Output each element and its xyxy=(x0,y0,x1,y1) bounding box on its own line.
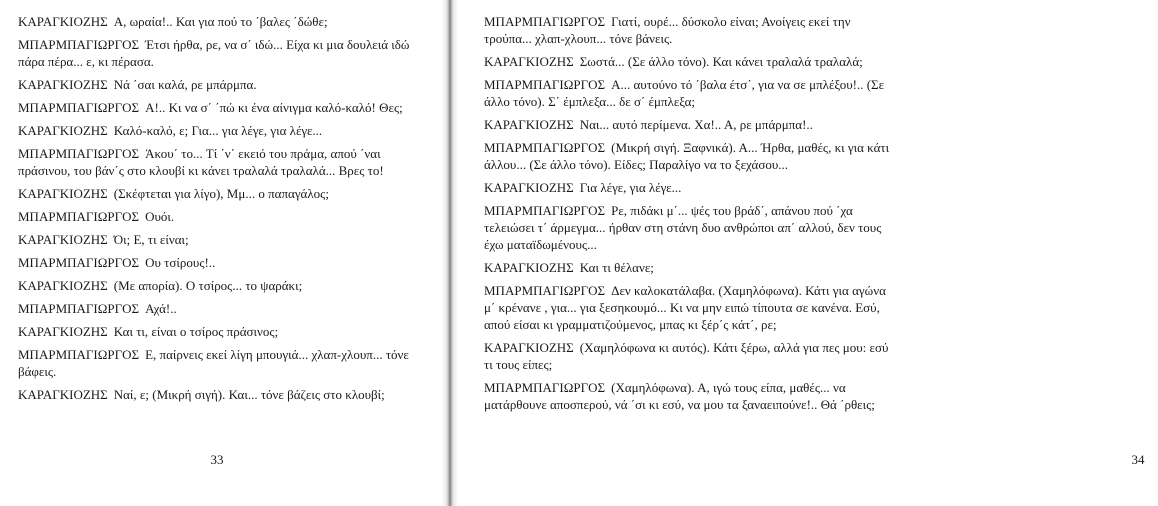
speaker-name: ΚΑΡΑΓΚΙΟΖΗΣ xyxy=(18,387,108,402)
right-page-text xyxy=(484,13,891,413)
dialogue-text: Α... αυτούνο τό ΄βαλα έτσ΄, για να σε μπλέξου!.. (Σε άλλο τόνο). Σ΄ έμπλεξα... δε σ΄ έμπλεξα; xyxy=(484,77,885,109)
dialogue-paragraph xyxy=(484,202,891,253)
speaker-name: ΜΠΑΡΜΠΑΓΙΩΡΓΟΣ xyxy=(484,140,606,155)
dialogue-paragraph xyxy=(484,116,891,133)
dialogue-text: Καλό-καλό, ε; Για... για λέγε, για λέγε... xyxy=(113,123,323,138)
speaker-name: ΚΑΡΑΓΚΙΟΖΗΣ xyxy=(18,324,108,339)
speaker-name: ΜΠΑΡΜΠΑΓΙΩΡΓΟΣ xyxy=(484,77,606,92)
dialogue-text: Και τι, είναι ο τσίρος πράσινος; xyxy=(113,324,279,339)
dialogue-text: Έτσι ήρθα, ρε, να σ΄ ιδώ... Είχα κι μια δουλειά ιδώ πάρα πέρα... ε, κι πέρασα. xyxy=(18,37,410,69)
dialogue-text: Ρε, πιδάκι μ΄... ψές του βράδ΄, απάνου πού ΄χα τελειώσει τ΄ άρμεγμα... ήρθαν στη στάνη δυο ανθρώποι απ΄ αλλού, δεν τους έχω ματαϊδωμένους... xyxy=(484,203,882,252)
dialogue-text: Δεν καλοκατάλαβα. (Χαμηλόφωνα). Κάτι για αγώνα μ΄ κρένανε , για... για ξεσηκουμό... Κι να μην ειπώ τίπουτα σε κανένα. Εσύ, απού είσαι κι γραμματιζούμενος, μπας κι ξέρ΄ς κάτ΄, ρε; xyxy=(484,283,886,332)
speaker-name: ΚΑΡΑΓΚΙΟΖΗΣ xyxy=(484,340,574,355)
speaker-name: ΚΑΡΑΓΚΙΟΖΗΣ xyxy=(18,278,108,293)
dialogue-text: Άκου΄ το... Τί ΄ν΄ εκειό του πράμα, απού ΄ναι πράσινου, του βάν΄ς στο κλουβί κι κάνει τραλαλά τραλαλά... Βρες το! xyxy=(18,146,384,178)
dialogue-paragraph xyxy=(18,323,424,340)
dialogue-text: Και τι θέλανε; xyxy=(579,260,654,275)
dialogue-text: (Σκέφτεται για λίγο), Μμ... ο παπαγάλος; xyxy=(113,186,329,201)
dialogue-text: Αχά!.. xyxy=(145,301,177,316)
speaker-name: ΜΠΑΡΜΠΑΓΙΩΡΓΟΣ xyxy=(484,283,606,298)
speaker-name: ΚΑΡΑΓΚΙΟΖΗΣ xyxy=(18,232,108,247)
dialogue-text: Ουόι. xyxy=(145,209,175,224)
dialogue-text: Ε, παίρνεις εκεί λίγη μπουγιά... χλαπ-χλουπ... τόνε βάφεις. xyxy=(18,347,409,379)
dialogue-paragraph xyxy=(18,13,424,30)
dialogue-text: Νά ΄σαι καλά, ρε μπάρμπα. xyxy=(113,77,257,92)
dialogue-text: (Με απορία). Ο τσίρος... το ψαράκι; xyxy=(113,278,303,293)
book-gutter xyxy=(442,0,458,506)
page-number-right: 34 xyxy=(1131,452,1145,467)
dialogue-paragraph xyxy=(18,254,424,271)
dialogue-text: (Μικρή σιγή. Ξαφνικά). Α... Ήρθα, μαθές, κι για κάτι άλλου... (Σε άλλο τόνο). Είδες; Παραλίγο να το ξεχάσου... xyxy=(484,140,890,172)
dialogue-text: (Χαμηλόφωνα κι αυτός). Κάτι ξέρω, αλλά για πες μου: εσύ τι τους είπες; xyxy=(484,340,889,372)
dialogue-paragraph xyxy=(18,300,424,317)
right-page xyxy=(458,0,1145,506)
speaker-name: ΜΠΑΡΜΠΑΓΙΩΡΓΟΣ xyxy=(18,347,140,362)
dialogue-paragraph xyxy=(18,277,424,294)
speaker-name: ΜΠΑΡΜΠΑΓΙΩΡΓΟΣ xyxy=(18,301,140,316)
dialogue-paragraph xyxy=(18,386,424,403)
dialogue-text: Για λέγε, για λέγε... xyxy=(579,180,682,195)
dialogue-paragraph xyxy=(18,208,424,225)
speaker-name: ΚΑΡΑΓΚΙΟΖΗΣ xyxy=(484,180,574,195)
speaker-name: ΜΠΑΡΜΠΑΓΙΩΡΓΟΣ xyxy=(18,37,140,52)
dialogue-text: Α, ωραία!.. Και για πού το ΄βαλες ΄δώθε; xyxy=(113,14,328,29)
speaker-name: ΚΑΡΑΓΚΙΟΖΗΣ xyxy=(18,14,108,29)
dialogue-text: Ναι... αυτό περίμενα. Χα!.. Α, ρε μπάρμπα!.. xyxy=(579,117,813,132)
dialogue-paragraph xyxy=(484,179,891,196)
dialogue-paragraph xyxy=(18,36,424,70)
dialogue-paragraph xyxy=(484,13,891,47)
speaker-name: ΜΠΑΡΜΠΑΓΙΩΡΓΟΣ xyxy=(18,100,140,115)
dialogue-text: Α!.. Κι να σ΄ ΄πώ κι ένα αίνιγμα καλό-καλό! Θες; xyxy=(145,100,403,115)
dialogue-text: Γιατί, ουρέ... δύσκολο είναι; Ανοίγεις εκεί την τρούπα... χλαπ-χλουπ... τόνε βάνεις. xyxy=(484,14,851,46)
dialogue-text: Ναί, ε; (Μικρή σιγή). Και... τόνε βάζεις στο κλουβί; xyxy=(113,387,385,402)
dialogue-paragraph xyxy=(18,145,424,179)
speaker-name: ΚΑΡΑΓΚΙΟΖΗΣ xyxy=(18,77,108,92)
speaker-name: ΜΠΑΡΜΠΑΓΙΩΡΓΟΣ xyxy=(18,209,140,224)
speaker-name: ΚΑΡΑΓΚΙΟΖΗΣ xyxy=(484,260,574,275)
dialogue-paragraph xyxy=(18,231,424,248)
left-page xyxy=(0,0,442,506)
speaker-name: ΜΠΑΡΜΠΑΓΙΩΡΓΟΣ xyxy=(484,380,606,395)
speaker-name: ΚΑΡΑΓΚΙΟΖΗΣ xyxy=(484,117,574,132)
speaker-name: ΜΠΑΡΜΠΑΓΙΩΡΓΟΣ xyxy=(484,14,606,29)
speaker-name: ΜΠΑΡΜΠΑΓΙΩΡΓΟΣ xyxy=(484,203,606,218)
dialogue-paragraph xyxy=(484,139,891,173)
dialogue-paragraph xyxy=(18,346,424,380)
speaker-name: ΚΑΡΑΓΚΙΟΖΗΣ xyxy=(18,186,108,201)
dialogue-paragraph xyxy=(484,339,891,373)
dialogue-paragraph xyxy=(18,76,424,93)
speaker-name: ΚΑΡΑΓΚΙΟΖΗΣ xyxy=(18,123,108,138)
speaker-name: ΜΠΑΡΜΠΑΓΙΩΡΓΟΣ xyxy=(18,146,140,161)
dialogue-paragraph xyxy=(484,259,891,276)
dialogue-text: Σωστά... (Σε άλλο τόνο). Και κάνει τραλαλά τραλαλά; xyxy=(579,54,863,69)
dialogue-text: (Χαμηλόφωνα). Α, ιγώ τους είπα, μαθές... να ματάρθουνε αποσπερού, νά ΄σι κι εσύ, να μου τα ξαναειπούνε!.. Θά ΄ρθεις; xyxy=(484,380,875,412)
page-number-left: 33 xyxy=(210,452,224,467)
speaker-name: ΚΑΡΑΓΚΙΟΖΗΣ xyxy=(484,54,574,69)
dialogue-paragraph xyxy=(484,282,891,333)
dialogue-paragraph xyxy=(18,185,424,202)
dialogue-text: Ου τσίρους!.. xyxy=(145,255,216,270)
dialogue-paragraph xyxy=(18,99,424,116)
dialogue-paragraph xyxy=(484,379,891,413)
dialogue-paragraph xyxy=(484,76,891,110)
dialogue-paragraph xyxy=(484,53,891,70)
left-page-text xyxy=(18,13,424,403)
dialogue-paragraph xyxy=(18,122,424,139)
speaker-name: ΜΠΑΡΜΠΑΓΙΩΡΓΟΣ xyxy=(18,255,140,270)
dialogue-text: Όι; Ε, τι είναι; xyxy=(113,232,189,247)
